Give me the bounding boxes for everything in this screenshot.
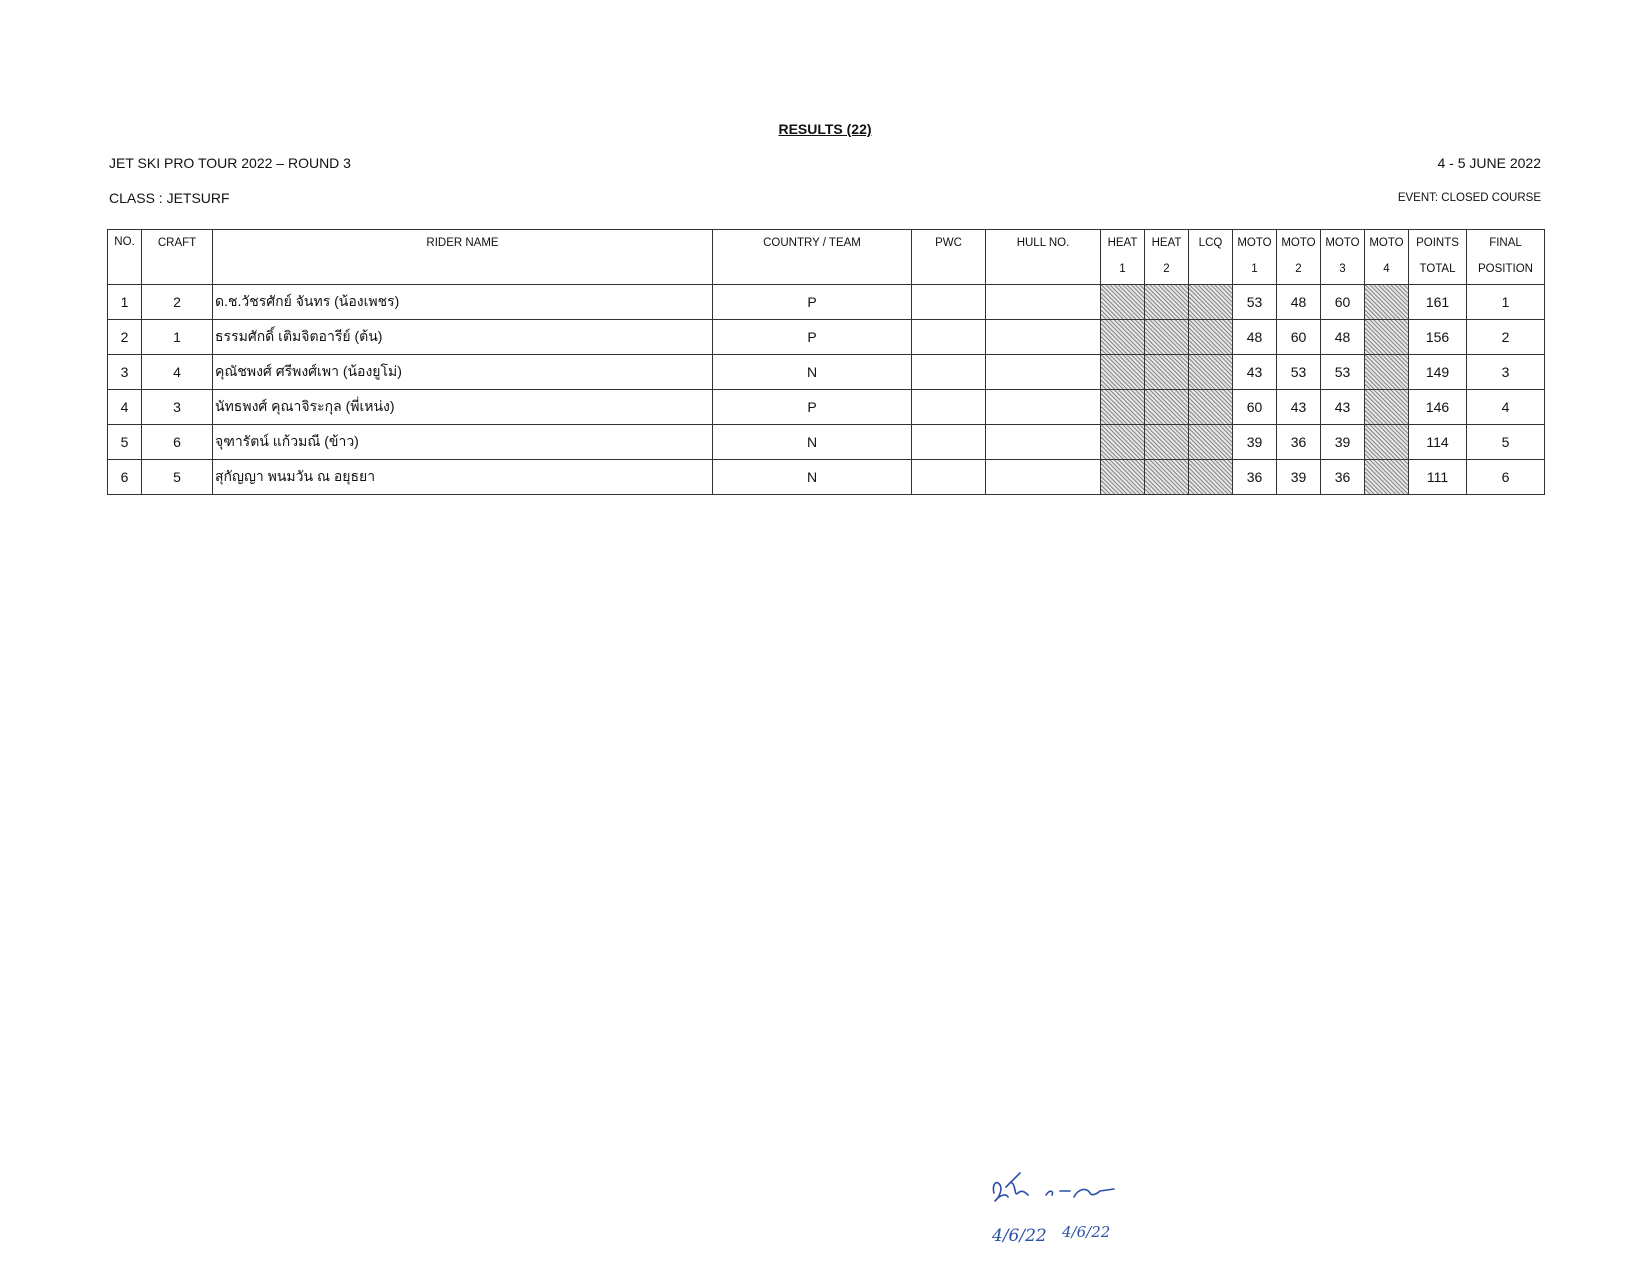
col-header-heat-1: HEAT 1 — [1101, 230, 1145, 285]
cell-rider-name: สุกัญญา พนมวัน ณ อยุธยา — [213, 460, 713, 495]
col-header-moto-1: MOTO 1 — [1233, 230, 1277, 285]
cell-moto-3: 53 — [1321, 355, 1365, 390]
cell-craft: 5 — [142, 460, 213, 495]
cell-country-team: P — [713, 320, 912, 355]
class-label: CLASS : JETSURF — [109, 190, 230, 206]
cell-country-team: P — [713, 285, 912, 320]
cell-hull-no — [986, 390, 1101, 425]
cell-points-total: 161 — [1409, 285, 1467, 320]
cell-rider-name: คุณัชพงศ์ ศรีพงศ์เพา (น้องยูโม่) — [213, 355, 713, 390]
cell-points-total: 114 — [1409, 425, 1467, 460]
signature-date-2: 4/6/22 — [1062, 1223, 1111, 1241]
cell-moto-2: 43 — [1277, 390, 1321, 425]
cell-heat-1 — [1101, 460, 1145, 495]
cell-moto-1: 36 — [1233, 460, 1277, 495]
cell-country-team: N — [713, 425, 912, 460]
cell-lcq — [1189, 285, 1233, 320]
cell-moto-3: 48 — [1321, 320, 1365, 355]
col-header-country-team: COUNTRY / TEAM — [713, 230, 912, 285]
table-row — [108, 355, 1545, 390]
results-title: RESULTS (22) — [778, 121, 872, 137]
cell-moto-4 — [1365, 355, 1409, 390]
cell-craft: 6 — [142, 425, 213, 460]
cell-moto-3: 39 — [1321, 425, 1365, 460]
col-header-craft: CRAFT — [142, 230, 213, 285]
cell-points-total: 156 — [1409, 320, 1467, 355]
cell-pwc — [912, 390, 986, 425]
event-date: 4 - 5 JUNE 2022 — [1437, 155, 1541, 171]
cell-no: 6 — [108, 460, 142, 495]
event-name: JET SKI PRO TOUR 2022 – ROUND 3 — [109, 155, 351, 171]
cell-heat-2 — [1145, 285, 1189, 320]
col-header-moto-3: MOTO 3 — [1321, 230, 1365, 285]
cell-moto-1: 53 — [1233, 285, 1277, 320]
cell-heat-2 — [1145, 425, 1189, 460]
cell-lcq — [1189, 320, 1233, 355]
cell-rider-name: นัทธพงศ์ คุณาจิระกุล (พี่เหน่ง) — [213, 390, 713, 425]
cell-moto-2: 48 — [1277, 285, 1321, 320]
col-header-rider-name: RIDER NAME — [213, 230, 713, 285]
cell-heat-2 — [1145, 320, 1189, 355]
cell-hull-no — [986, 425, 1101, 460]
col-header-points-total: POINTS TOTAL — [1409, 230, 1467, 285]
signature — [986, 1163, 1146, 1263]
cell-country-team: N — [713, 355, 912, 390]
cell-moto-3: 43 — [1321, 390, 1365, 425]
table-row — [108, 390, 1545, 425]
cell-heat-1 — [1101, 355, 1145, 390]
cell-hull-no — [986, 320, 1101, 355]
cell-lcq — [1189, 460, 1233, 495]
cell-heat-2 — [1145, 355, 1189, 390]
cell-moto-4 — [1365, 320, 1409, 355]
col-header-lcq: LCQ — [1189, 230, 1233, 285]
cell-hull-no — [986, 460, 1101, 495]
cell-rider-name: ธรรมศักดิ์ เติมจิตอารีย์ (ต้น) — [213, 320, 713, 355]
cell-heat-1 — [1101, 390, 1145, 425]
cell-craft: 2 — [142, 285, 213, 320]
cell-no: 3 — [108, 355, 142, 390]
cell-moto-3: 60 — [1321, 285, 1365, 320]
cell-lcq — [1189, 355, 1233, 390]
table-row — [108, 285, 1545, 320]
cell-moto-2: 53 — [1277, 355, 1321, 390]
cell-heat-1 — [1101, 425, 1145, 460]
col-header-hull-no: HULL NO. — [986, 230, 1101, 285]
cell-moto-4 — [1365, 285, 1409, 320]
cell-pwc — [912, 460, 986, 495]
cell-heat-1 — [1101, 285, 1145, 320]
cell-craft: 3 — [142, 390, 213, 425]
cell-moto-1: 43 — [1233, 355, 1277, 390]
signature-date-1: 4/6/22 — [992, 1226, 1047, 1246]
cell-heat-2 — [1145, 390, 1189, 425]
cell-country-team: N — [713, 460, 912, 495]
cell-craft: 1 — [142, 320, 213, 355]
cell-country-team: P — [713, 390, 912, 425]
cell-hull-no — [986, 285, 1101, 320]
col-header-moto-2: MOTO 2 — [1277, 230, 1321, 285]
cell-craft: 4 — [142, 355, 213, 390]
results-body — [108, 285, 1545, 495]
cell-final-position: 6 — [1467, 460, 1545, 495]
cell-moto-2: 60 — [1277, 320, 1321, 355]
cell-lcq — [1189, 390, 1233, 425]
cell-moto-1: 60 — [1233, 390, 1277, 425]
table-row — [108, 425, 1545, 460]
cell-points-total: 149 — [1409, 355, 1467, 390]
cell-rider-name: ด.ช.วัชรศักย์ จันทร (น้องเพชร) — [213, 285, 713, 320]
cell-final-position: 4 — [1467, 390, 1545, 425]
header-row — [108, 230, 1545, 285]
col-header-heat-2: HEAT 2 — [1145, 230, 1189, 285]
cell-rider-name: จุฑารัตน์ แก้วมณี (ข้าว) — [213, 425, 713, 460]
cell-final-position: 3 — [1467, 355, 1545, 390]
results-table — [107, 229, 1545, 495]
cell-moto-3: 36 — [1321, 460, 1365, 495]
cell-hull-no — [986, 355, 1101, 390]
cell-lcq — [1189, 425, 1233, 460]
cell-moto-1: 48 — [1233, 320, 1277, 355]
cell-no: 5 — [108, 425, 142, 460]
cell-pwc — [912, 425, 986, 460]
cell-final-position: 5 — [1467, 425, 1545, 460]
cell-final-position: 1 — [1467, 285, 1545, 320]
cell-points-total: 146 — [1409, 390, 1467, 425]
cell-final-position: 2 — [1467, 320, 1545, 355]
cell-moto-4 — [1365, 390, 1409, 425]
col-header-pwc: PWC — [912, 230, 986, 285]
cell-heat-1 — [1101, 320, 1145, 355]
cell-no: 1 — [108, 285, 142, 320]
cell-moto-1: 39 — [1233, 425, 1277, 460]
cell-moto-4 — [1365, 425, 1409, 460]
cell-no: 2 — [108, 320, 142, 355]
event-type: EVENT: CLOSED COURSE — [1397, 192, 1541, 204]
col-header-final-position: FINAL POSITION — [1467, 230, 1545, 285]
cell-moto-2: 36 — [1277, 425, 1321, 460]
cell-pwc — [912, 355, 986, 390]
cell-pwc — [912, 285, 986, 320]
col-header-no: NO. — [108, 230, 142, 285]
table-row — [108, 460, 1545, 495]
cell-moto-4 — [1365, 460, 1409, 495]
table-row — [108, 320, 1545, 355]
cell-moto-2: 39 — [1277, 460, 1321, 495]
cell-points-total: 111 — [1409, 460, 1467, 495]
cell-no: 4 — [108, 390, 142, 425]
cell-pwc — [912, 320, 986, 355]
col-header-moto-4: MOTO 4 — [1365, 230, 1409, 285]
cell-heat-2 — [1145, 460, 1189, 495]
